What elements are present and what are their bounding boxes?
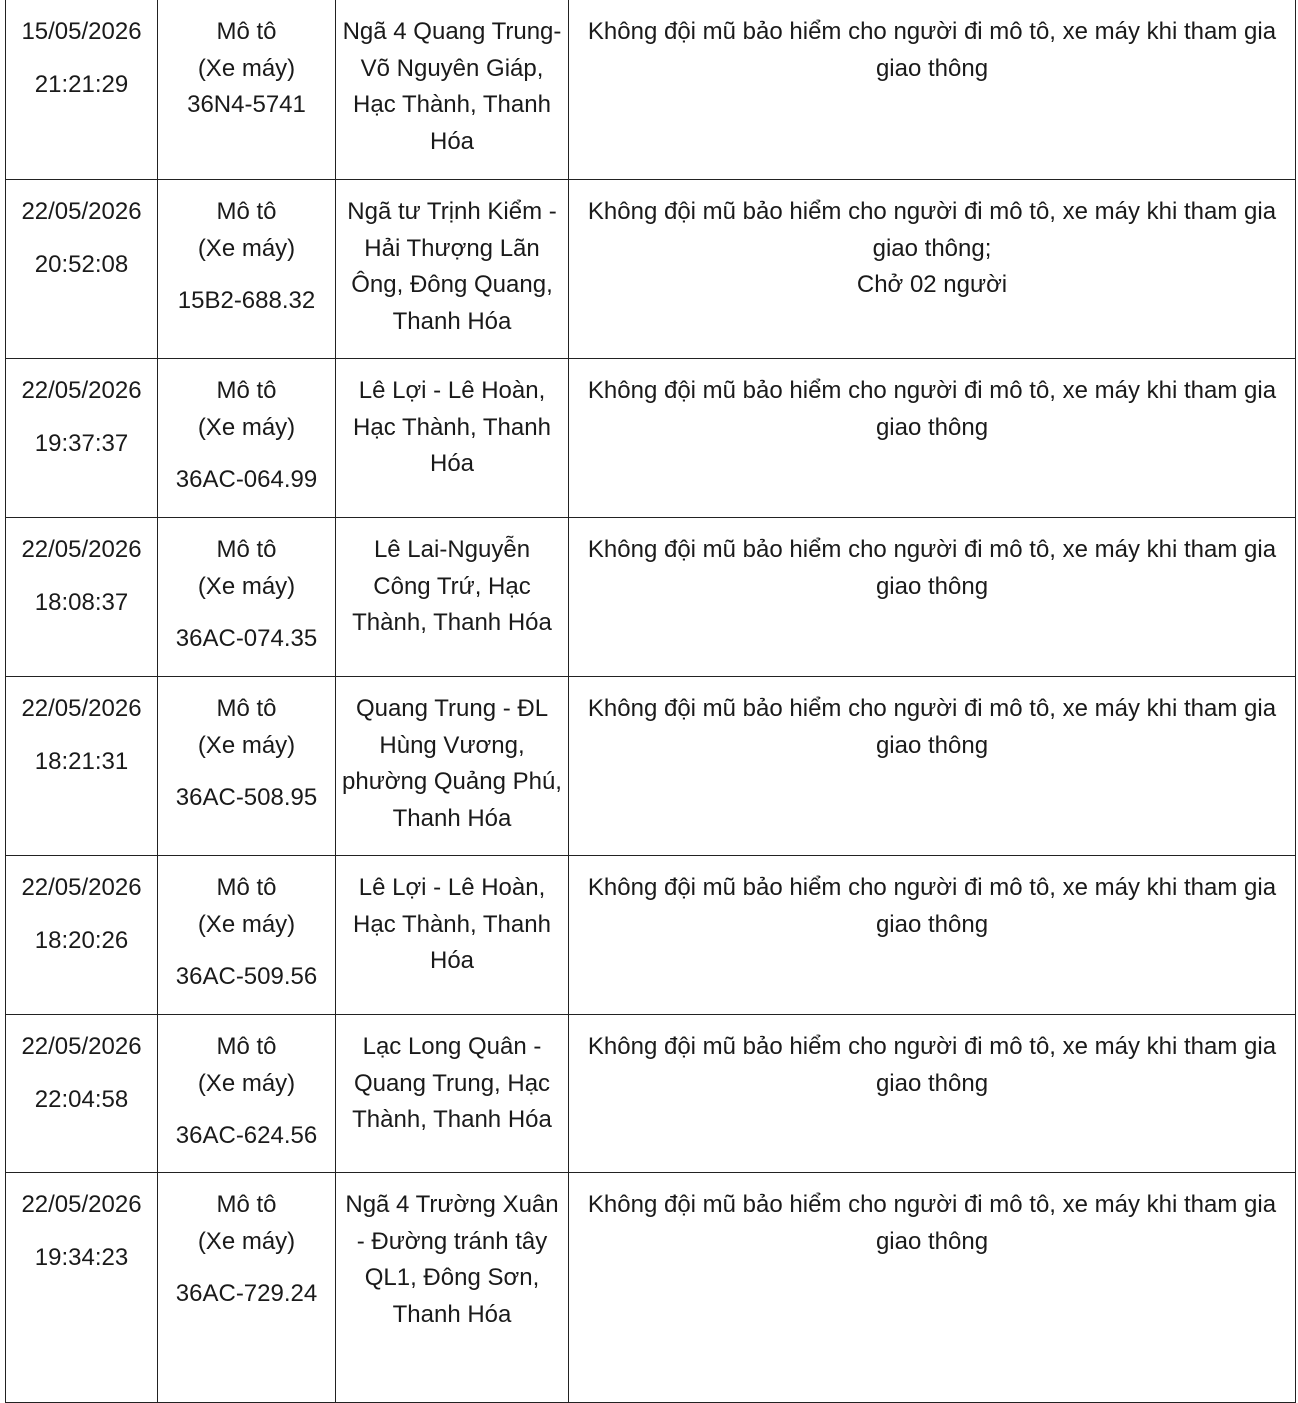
violation-cell <box>569 1173 1296 1403</box>
vehicle-type: Mô tô <box>216 874 277 901</box>
table-row <box>6 0 1296 180</box>
license-plate: 15B2-688.32 <box>177 287 316 314</box>
vehicle-cell <box>158 180 336 359</box>
violation-date: 22/05/2026 <box>21 1033 142 1060</box>
license-plate: 36AC-729.24 <box>175 1280 318 1307</box>
violation-time: 18:20:26 <box>34 926 129 954</box>
violation-date: 22/05/2026 <box>21 695 142 722</box>
time-cell <box>6 856 158 1015</box>
license-plate: 36AC-624.56 <box>175 1122 318 1149</box>
table-row <box>6 359 1296 518</box>
time-cell <box>6 518 158 677</box>
violation-text: Không đội mũ bảo hiểm cho người đi mô tô, xe máy khi tham gia giao thông <box>587 1191 1277 1255</box>
violation-time: 19:34:23 <box>34 1243 129 1271</box>
location-cell: Lê Lợi - Lê Hoàn, Hạc Thành, Thanh Hóa <box>336 856 569 1015</box>
table-row <box>6 180 1296 359</box>
vehicle-cell <box>158 856 336 1015</box>
license-plate: 36N4-5741 <box>187 91 306 118</box>
violation-text: Không đội mũ bảo hiểm cho người đi mô tô, xe máy khi tham gia giao thông <box>587 536 1277 600</box>
time-cell <box>6 1173 158 1403</box>
vehicle-type: Mô tô <box>216 1033 277 1060</box>
vehicle-cell <box>158 677 336 856</box>
time-cell <box>6 677 158 856</box>
violation-cell <box>569 0 1296 180</box>
vehicle-cell <box>158 0 336 180</box>
table-row <box>6 856 1296 1015</box>
vehicle-subtype: (Xe máy) <box>197 413 296 441</box>
vehicle-cell <box>158 1173 336 1403</box>
violation-time: 18:08:37 <box>34 588 129 616</box>
violation-date: 22/05/2026 <box>21 536 142 563</box>
vehicle-type: Mô tô <box>216 695 277 722</box>
table-row <box>6 1015 1296 1173</box>
time-cell <box>6 0 158 180</box>
violation-cell <box>569 1015 1296 1173</box>
violation-time: 22:04:58 <box>34 1085 129 1113</box>
violation-date: 15/05/2026 <box>21 18 142 45</box>
vehicle-type: Mô tô <box>216 1191 277 1218</box>
violation-text: Không đội mũ bảo hiểm cho người đi mô tô, xe máy khi tham gia giao thông <box>587 377 1277 441</box>
license-plate: 36AC-064.99 <box>175 466 318 493</box>
vehicle-subtype: (Xe máy) <box>197 572 296 600</box>
violation-time: 19:37:37 <box>34 429 129 457</box>
vehicle-subtype: (Xe máy) <box>197 1227 296 1255</box>
violation-date: 22/05/2026 <box>21 377 142 404</box>
location-cell: Quang Trung - ĐL Hùng Vương, phường Quảng Phú, Thanh Hóa <box>336 677 569 856</box>
location-cell: Lê Lợi - Lê Hoàn, Hạc Thành, Thanh Hóa <box>336 359 569 518</box>
license-plate: 36AC-508.95 <box>175 784 318 811</box>
time-cell <box>6 1015 158 1173</box>
location-cell: Ngã 4 Trường Xuân - Đường tránh tây QL1, Đông Sơn, Thanh Hóa <box>336 1173 569 1403</box>
violations-table <box>5 0 1296 1403</box>
violation-cell <box>569 856 1296 1015</box>
table-row <box>6 1173 1296 1403</box>
violation-cell <box>569 677 1296 856</box>
violation-text: Không đội mũ bảo hiểm cho người đi mô tô, xe máy khi tham gia giao thông <box>587 1033 1277 1097</box>
violation-text: Không đội mũ bảo hiểm cho người đi mô tô, xe máy khi tham gia giao thông <box>587 18 1277 82</box>
violation-time: 21:21:29 <box>34 70 129 98</box>
table-row <box>6 677 1296 856</box>
vehicle-cell <box>158 1015 336 1173</box>
violation-date: 22/05/2026 <box>21 1191 142 1218</box>
location-cell: Ngã 4 Quang Trung-Võ Nguyên Giáp, Hạc Thành, Thanh Hóa <box>336 0 569 180</box>
time-cell <box>6 359 158 518</box>
table-row <box>6 518 1296 677</box>
violation-time: 20:52:08 <box>34 250 129 278</box>
vehicle-subtype: (Xe máy) <box>197 731 296 759</box>
violation-text: Không đội mũ bảo hiểm cho người đi mô tô, xe máy khi tham gia giao thông <box>587 695 1277 759</box>
vehicle-cell <box>158 518 336 677</box>
violation-cell <box>569 180 1296 359</box>
location-cell: Ngã tư Trịnh Kiểm - Hải Thượng Lãn Ông, Đông Quang, Thanh Hóa <box>336 180 569 359</box>
vehicle-type: Mô tô <box>216 198 277 225</box>
violation-date: 22/05/2026 <box>21 198 142 225</box>
vehicle-type: Mô tô <box>216 18 277 45</box>
violation-text: Không đội mũ bảo hiểm cho người đi mô tô, xe máy khi tham gia giao thông <box>587 874 1277 938</box>
vehicle-type: Mô tô <box>216 377 277 404</box>
vehicle-type: Mô tô <box>216 536 277 563</box>
time-cell <box>6 180 158 359</box>
violation-text-extra: Chở 02 người <box>856 271 1008 298</box>
license-plate: 36AC-074.35 <box>175 625 318 652</box>
vehicle-subtype: (Xe máy) <box>197 910 296 938</box>
vehicle-cell <box>158 359 336 518</box>
violation-cell <box>569 518 1296 677</box>
license-plate: 36AC-509.56 <box>175 963 318 990</box>
location-cell: Lạc Long Quân - Quang Trung, Hạc Thành, Thanh Hóa <box>336 1015 569 1173</box>
violation-text: Không đội mũ bảo hiểm cho người đi mô tô, xe máy khi tham gia giao thông; <box>587 198 1277 262</box>
vehicle-subtype: (Xe máy) <box>197 234 296 262</box>
vehicle-subtype: (Xe máy) <box>197 1069 296 1097</box>
location-cell: Lê Lai-Nguyễn Công Trứ, Hạc Thành, Thanh Hóa <box>336 518 569 677</box>
vehicle-subtype: (Xe máy) <box>197 54 296 82</box>
violation-cell <box>569 359 1296 518</box>
violation-date: 22/05/2026 <box>21 874 142 901</box>
violation-time: 18:21:31 <box>34 747 129 775</box>
